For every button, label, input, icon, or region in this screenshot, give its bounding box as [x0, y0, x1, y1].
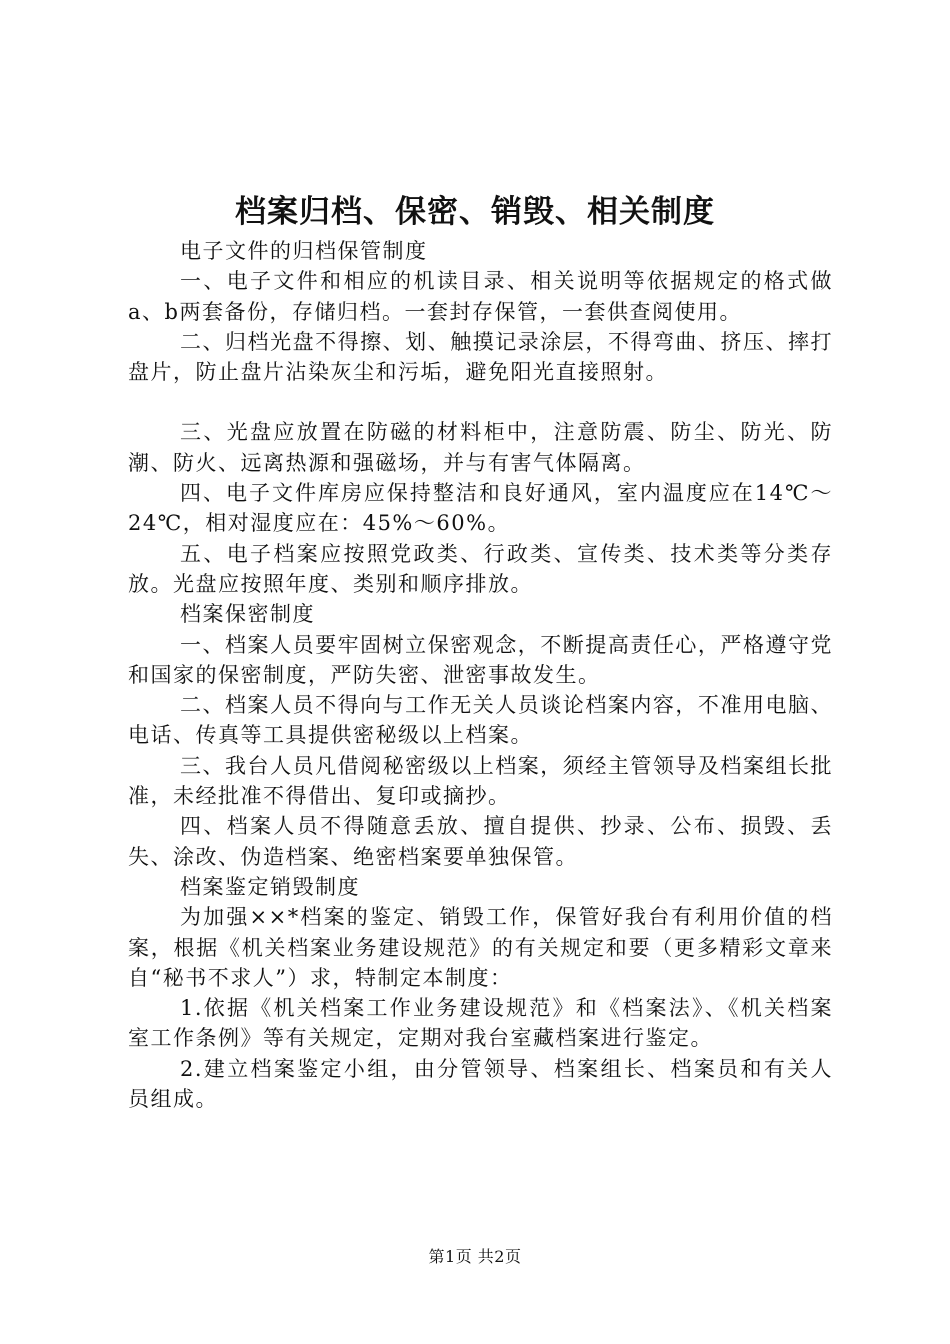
paragraph: 四、电子文件库房应保持整洁和良好通风，室内温度应在14℃～24℃，相对湿度应在：45%～60%。	[128, 481, 833, 536]
page-footer: 第1页 共2页	[428, 1247, 522, 1266]
paragraph: 三、我台人员凡借阅秘密级以上档案，须经主管领导及档案组长批准，未经批准不得借出、复印或摘抄。	[128, 753, 833, 809]
paragraph: 一、档案人员要牢固树立保密观念，不断提高责任心，严格遵守党和国家的保密制度，严防失密、泄密事故发生。	[128, 632, 833, 687]
paragraph: 2.建立档案鉴定小组，由分管领导、档案组长、档案员和有关人员组成。	[128, 1056, 833, 1112]
paragraph: 四、档案人员不得随意丢放、擅自提供、抄录、公布、损毁、丢失、涂改、伪造档案、绝密档案要单独保管。	[128, 814, 833, 869]
section-heading-confidentiality: 档案保密制度	[180, 602, 315, 627]
section-heading-appraisal-destruction: 档案鉴定销毁制度	[180, 874, 360, 899]
paragraph: 二、档案人员不得向与工作无关人员谈论档案内容，不准用电脑、电话、传真等工具提供密秘级以上档案。	[128, 693, 833, 748]
paragraph: 一、电子文件和相应的机读目录、相关说明等依据规定的格式做a、b两套备份，存储归档。一套封存保管，一套供查阅使用。	[128, 269, 833, 324]
document-body	[128, 236, 833, 1114]
paragraph: 为加强××*档案的鉴定、销毁工作，保管好我台有利用价值的档案，根据《机关档案业务建设规范》的有关规定和要（更多精彩文章来自“秘书不求人”）求，特制定本制度：	[128, 905, 833, 990]
section-heading-electronic-archiving: 电子文件的归档保管制度	[180, 239, 428, 263]
paragraph: 二、归档光盘不得擦、划、触摸记录涂层，不得弯曲、挤压、摔打盘片，防止盘片沾染灰尘和污垢，避免阳光直接照射。	[128, 329, 833, 385]
paragraph: 五、电子档案应按照党政类、行政类、宣传类、技术类等分类存放。光盘应按照年度、类别和顺序排放。	[128, 541, 833, 596]
paragraph: 1.依据《机关档案工作业务建设规范》和《档案法》、《机关档案室工作条例》等有关规定，定期对我台室藏档案进行鉴定。	[128, 996, 833, 1051]
page-title: 档案归档、保密、销毁、相关制度	[235, 194, 715, 230]
paragraph: 三、光盘应放置在防磁的材料柜中，注意防震、防尘、防光、防潮、防火、远离热源和强磁场，并与有害气体隔离。	[128, 420, 833, 475]
